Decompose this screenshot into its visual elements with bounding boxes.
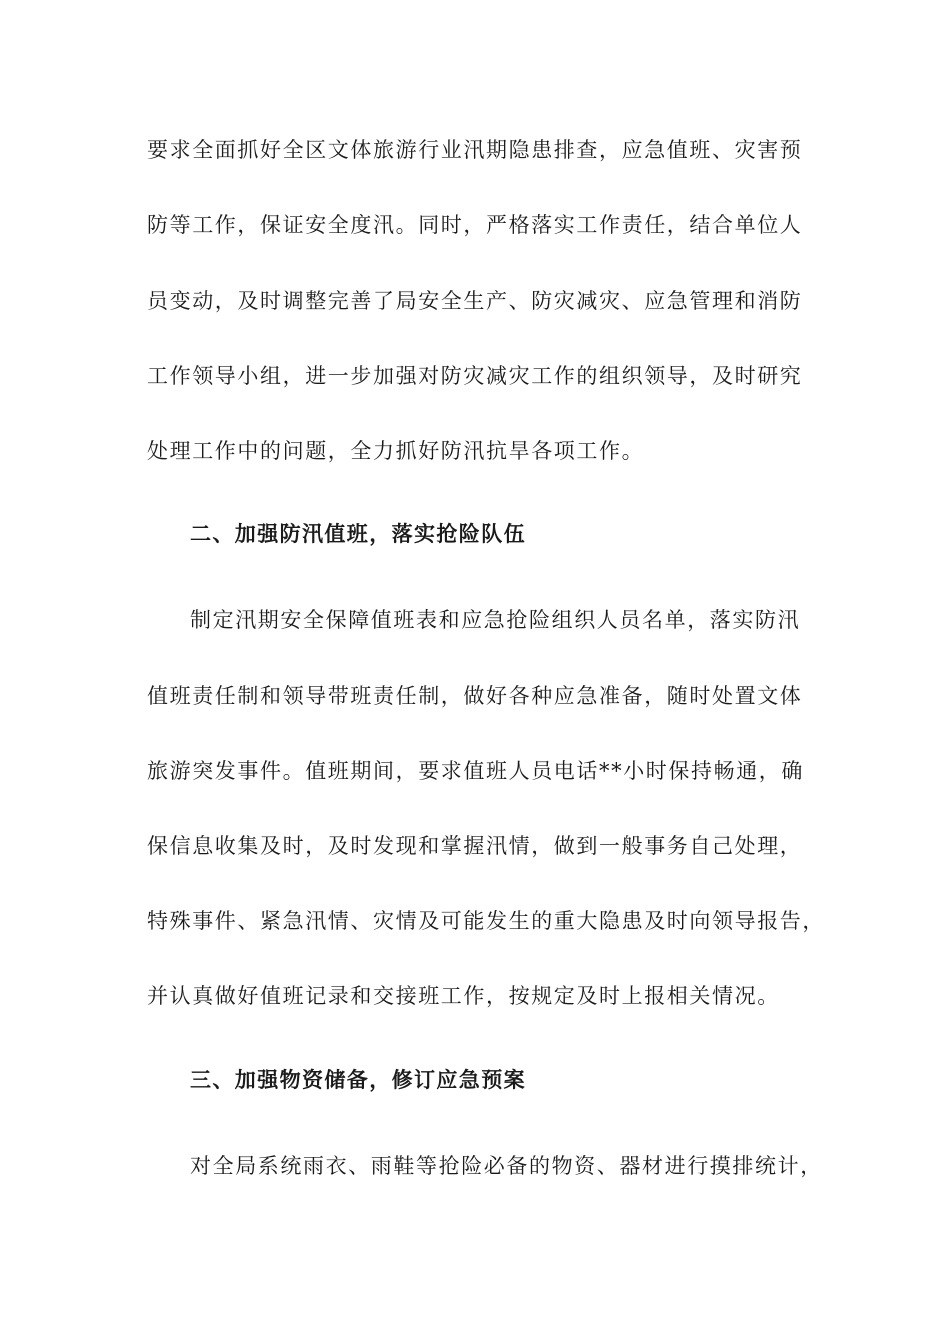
paragraph-line: 并认真做好值班记录和交接班工作，按规定及时上报相关情况。 (147, 984, 780, 1008)
paragraph-line: 制定汛期安全保障值班表和应急抢险组织人员名单，落实防汛 (190, 608, 801, 632)
paragraph-line: 旅游突发事件。值班期间，要求值班人员电话**小时保持畅通，确 (147, 759, 804, 783)
paragraph-line: 要求全面抓好全区文体旅游行业汛期隐患排查，应急值班、灾害预 (147, 138, 803, 162)
paragraph-line: 工作领导小组，进一步加强对防灾减灾工作的组织领导，及时研究 (147, 364, 803, 388)
paragraph-line: 值班责任制和领导带班责任制，做好各种应急准备，随时处置文体 (147, 684, 803, 708)
paragraph-line: 处理工作中的问题，全力抓好防汛抗旱各项工作。 (147, 439, 645, 463)
section-heading: 二、加强防汛值班，落实抢险队伍 (190, 521, 526, 546)
paragraph-line: 特殊事件、紧急汛情、灾情及可能发生的重大隐患及时向领导报告， (147, 909, 825, 933)
section-heading: 三、加强物资储备，修订应急预案 (190, 1067, 526, 1092)
paragraph-line: 保信息收集及时，及时发现和掌握汛情，做到一般事务自己处理， (147, 834, 803, 858)
paragraph-line: 对全局系统雨衣、雨鞋等抢险必备的物资、器材进行摸排统计， (190, 1154, 823, 1178)
paragraph-line: 员变动，及时调整完善了局安全生产、防灾减灾、应急管理和消防 (147, 289, 803, 313)
paragraph-line: 防等工作，保证安全度汛。同时，严格落实工作责任，结合单位人 (147, 213, 803, 237)
